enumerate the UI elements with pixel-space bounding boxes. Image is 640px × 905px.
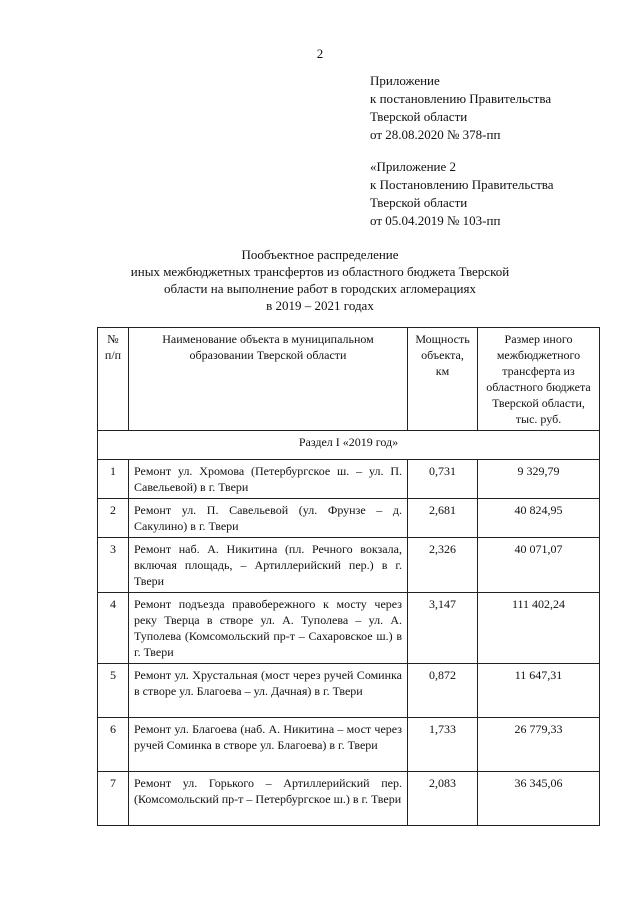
row-amount: 40 071,07 xyxy=(478,538,600,593)
row-capacity: 2,681 xyxy=(408,499,478,538)
header-transfer-amount: Размер иного межбюджетного трансферта из областного бюджета Тверской области, тыс. руб. xyxy=(478,328,600,431)
row-object-name: Ремонт ул. Благоева (наб. А. Никитина – мост через ручей Соминка в створе ул. Благоева) в г. Твери xyxy=(129,718,408,772)
appendix-line: Приложение xyxy=(370,73,440,88)
title-line: иных межбюджетных трансфертов из областного бюджета Тверской xyxy=(130,264,510,279)
row-number: 3 xyxy=(98,538,129,593)
row-amount: 36 345,06 xyxy=(478,772,600,826)
row-amount: 9 329,79 xyxy=(478,460,600,499)
title-line: области на выполнение работ в городских агломерациях xyxy=(164,281,476,296)
title-line: в 2019 – 2021 годах xyxy=(266,298,374,313)
header-capacity: Мощность объекта, км xyxy=(408,328,478,431)
appendix-line: от 05.04.2019 № 103-пп xyxy=(370,213,501,228)
appendix-line: Тверской области xyxy=(370,109,468,124)
appendix-line: к Постановлению Правительства xyxy=(370,177,554,192)
row-capacity: 2,083 xyxy=(408,772,478,826)
row-object-name: Ремонт наб. А. Никитина (пл. Речного вокзала, включая площадь, – Артиллерийский пер.) в г. Твери xyxy=(129,538,408,593)
title-line: Пообъектное распределение xyxy=(241,247,399,262)
header-number: № п/п xyxy=(98,328,129,431)
row-object-name: Ремонт ул. Хромова (Петербургское ш. – ул. П. Савельевой) в г. Твери xyxy=(129,460,408,499)
table-header-row xyxy=(98,328,600,431)
appendix-reference-original xyxy=(370,158,554,230)
appendix-line: к постановлению Правительства xyxy=(370,91,552,106)
table-row xyxy=(98,499,600,538)
row-amount: 11 647,31 xyxy=(478,664,600,718)
row-number: 5 xyxy=(98,664,129,718)
appendix-line: «Приложение 2 xyxy=(370,159,457,174)
row-amount: 26 779,33 xyxy=(478,718,600,772)
page-number: 2 xyxy=(316,46,324,61)
row-number: 4 xyxy=(98,593,129,664)
row-capacity: 1,733 xyxy=(408,718,478,772)
section-row xyxy=(98,431,600,460)
row-object-name: Ремонт ул. П. Савельевой (ул. Фрунзе – д. Сакулино) в г. Твери xyxy=(129,499,408,538)
row-number: 7 xyxy=(98,772,129,826)
table-row xyxy=(98,538,600,593)
table-row xyxy=(98,460,600,499)
row-object-name: Ремонт подъезда правобережного к мосту через реку Тверца в створе ул. А. Туполева – ул. А. Туполева (Комсомольский пр-т – Сахаровское ш.) в г. Твери xyxy=(129,593,408,664)
table-row xyxy=(98,718,600,772)
row-object-name: Ремонт ул. Горького – Артиллерийский пер. (Комсомольский пр-т – Петербургское ш.) в г. Твери xyxy=(129,772,408,826)
row-amount: 40 824,95 xyxy=(478,499,600,538)
appendix-line: от 28.08.2020 № 378-пп xyxy=(370,127,501,142)
header-object-name: Наименование объекта в муниципальном образовании Тверской области xyxy=(129,328,408,431)
row-capacity: 0,731 xyxy=(408,460,478,499)
table-row xyxy=(98,664,600,718)
row-capacity: 3,147 xyxy=(408,593,478,664)
table-row xyxy=(98,772,600,826)
row-number: 1 xyxy=(98,460,129,499)
section-title: Раздел I «2019 год» xyxy=(98,431,600,460)
document-title xyxy=(60,246,580,314)
row-amount: 111 402,24 xyxy=(478,593,600,664)
row-number: 2 xyxy=(98,499,129,538)
row-capacity: 2,326 xyxy=(408,538,478,593)
appendix-line: Тверской области xyxy=(370,195,468,210)
row-object-name: Ремонт ул. Хрустальная (мост через ручей Соминка в створе ул. Благоева – ул. Дачная) в г. Твери xyxy=(129,664,408,718)
table-row xyxy=(98,593,600,664)
allocation-table xyxy=(97,327,600,826)
row-number: 6 xyxy=(98,718,129,772)
appendix-reference-current xyxy=(370,72,551,144)
row-capacity: 0,872 xyxy=(408,664,478,718)
